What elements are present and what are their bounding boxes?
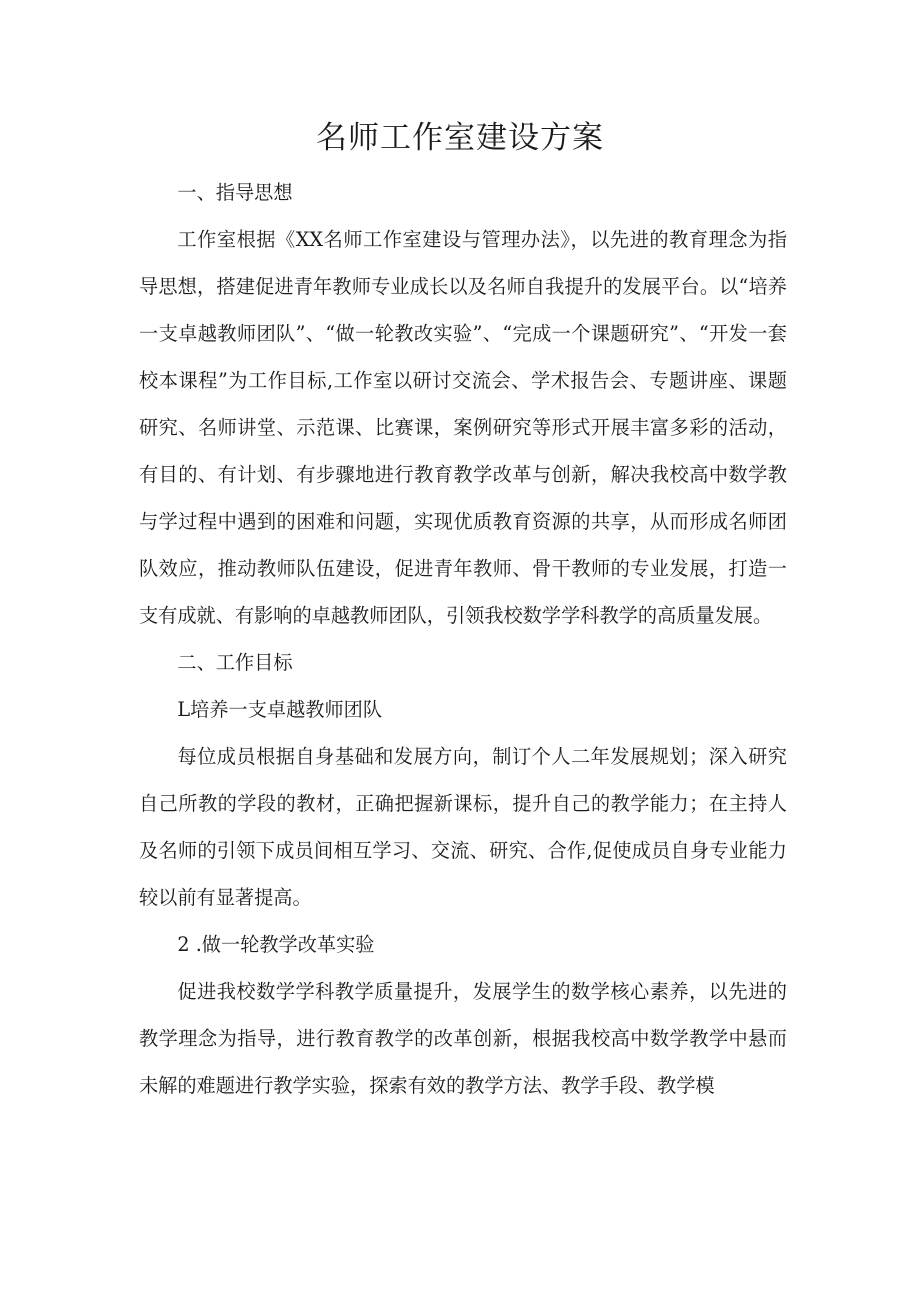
section-heading-guiding-thought: 一、指导思想 [177, 181, 293, 204]
paragraph-guiding-thought: 工作室根据《XX名师工作室建设与管理办法》，以先进的教育理念为指导思想，搭建促进青年教师专业成长以及名师自我提升的发展平台。以“培养一支卓越教师团队”、“做一轮教改实验”、“完成一个课题研究”、“开发一套校本课程”为工作目标,工作室以研讨交流会、学术报告会、专题讲座、课题研究、名师讲堂、示范课、比赛课，案例研究等形式开展丰富多彩的活动，有目的、有计划、有步骤地进行教育教学改革与创新，解决我校高中数学教与学过程中遇到的困难和问题，实现优质教育资源的共享，从而形成名师团队效应，推动教师队伍建设，促进青年教师、骨干教师的专业发展，打造一支有成就、有影响的卓越教师团队，引领我校数学学科教学的高质量发展。 [139, 228, 787, 627]
subheading-teacher-team: L培养一支卓越教师团队 [177, 698, 383, 721]
paragraph-teaching-reform: 促进我校数学学科教学质量提升，发展学生的数学核心素养，以先进的教学理念为指导，进行教育教学的改革创新，根据我校高中数学教学中悬而未解的难题进行教学实验，探索有效的教学方法、教学手段、教学模 [139, 980, 787, 1097]
paragraph-teacher-team: 每位成员根据自身基础和发展方向，制订个人二年发展规划；深入研究自己所教的学段的教材，正确把握新课标，提升自己的教学能力；在主持人及名师的引领下成员间相互学习、交流、研究、合作,促使成员自身专业能力较以前有显著提高。 [139, 745, 787, 909]
document-body [139, 169, 787, 1109]
subheading-teaching-reform: 2 .做一轮教学改革实验 [177, 933, 375, 956]
section-heading-work-goals: 二、工作目标 [177, 651, 293, 674]
page-title: 名师工作室建设方案 [316, 120, 604, 156]
